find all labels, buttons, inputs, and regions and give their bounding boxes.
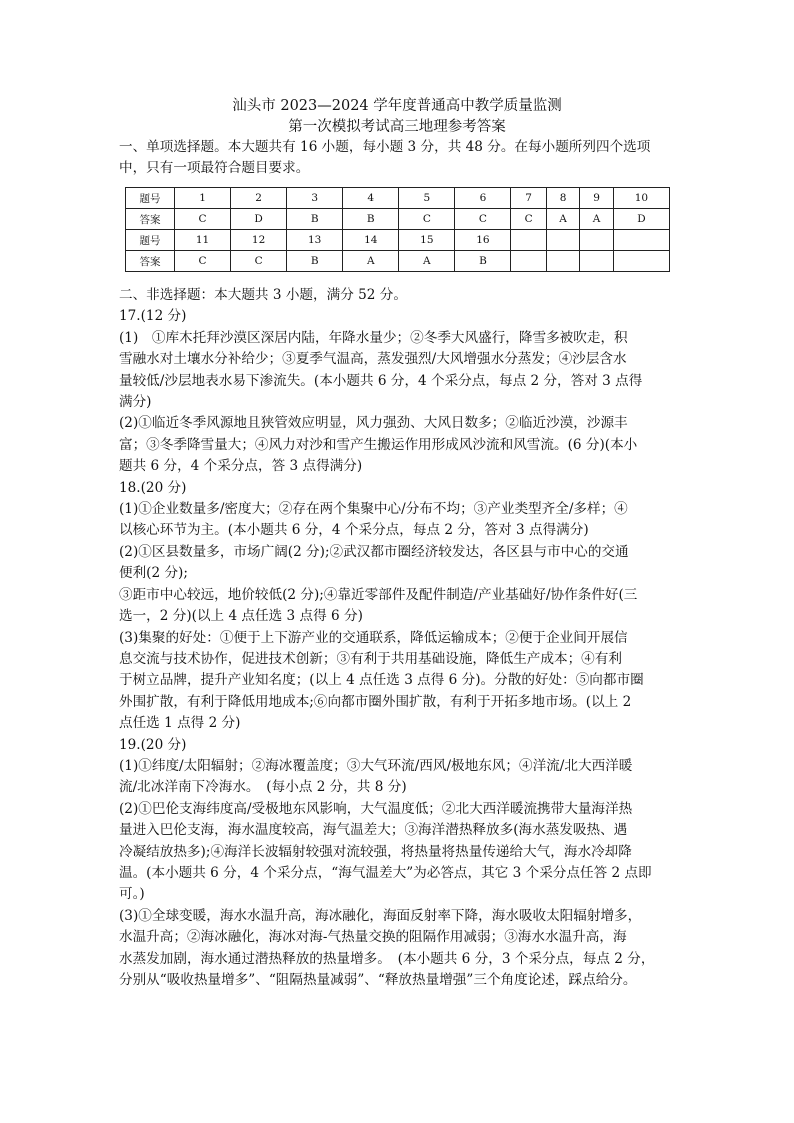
- table-cell: [546, 251, 580, 272]
- table-cell: 12: [231, 230, 287, 251]
- text-line: (2)①临近冬季风源地且狭管效应明显，风力强劲、大风日数多；②临近沙漠，沙源丰: [119, 415, 628, 432]
- table-row: [126, 188, 670, 209]
- text-line: (1)①企业数量多/密度大；②存在两个集聚中心/分布不均；③产业类型齐全/多样；④: [119, 501, 628, 518]
- table-row-label: 答案: [126, 251, 175, 272]
- table-cell: 4: [343, 188, 399, 209]
- text-line: (3)①全球变暖，海水水温升高，海冰融化，海面反射率下降，海水吸收太阳辐射增多，: [119, 907, 642, 924]
- table-cell: 16: [455, 230, 511, 251]
- table-cell: 11: [175, 230, 231, 251]
- text-line: 富；③冬季降雪量大；④风力对沙和雪产生搬运作用形成风沙流和风雪流。(6 分)(本小: [119, 436, 638, 453]
- text-line: 分别从“吸收热量增多”、“阻隔热量减弱”、“释放热量增强”三个角度论述，踩点给分。: [119, 972, 637, 988]
- table-cell: C: [175, 251, 231, 272]
- table-cell: 13: [287, 230, 343, 251]
- text-line: 题共 6 分，4 个采分点，答 3 点得满分): [119, 458, 363, 475]
- table-cell: C: [175, 209, 231, 230]
- table-cell: [613, 251, 669, 272]
- text-line: 满分): [119, 394, 152, 411]
- text-line: (1)①纬度/太阳辐射；②海冰覆盖度；③大气环流/西风/极地东风；④洋流/北大西洋暖: [119, 757, 633, 774]
- section2-heading: 二、非选择题：本大题共 3 小题，满分 52 分。: [119, 287, 407, 303]
- table-cell: A: [399, 251, 455, 272]
- section2-body: [119, 285, 679, 991]
- answer-table: [125, 187, 670, 272]
- table-cell: 8: [546, 188, 580, 209]
- document-title: 汕头市 2023—2024 学年度普通高中教学质量监测: [232, 98, 562, 114]
- table-cell: D: [231, 209, 287, 230]
- table-row-label: 题号: [126, 230, 175, 251]
- text-line: 息交流与技术协作，促进技术创新；③有利于共用基础设施，降低生产成本；④有利: [119, 650, 622, 667]
- text-line: 便利(2 分);: [119, 565, 188, 582]
- table-cell: B: [455, 251, 511, 272]
- text-line: (1) ①库木托拜沙漠区深居内陆，年降水量少；②冬季大风盛行，降雪多被吹走，积: [119, 329, 628, 346]
- text-line: ③距市中心较远，地价较低(2 分);④靠近零部件及配件制造/产业基础好/协作条件好(三: [119, 586, 638, 603]
- text-line: 可。): [119, 886, 145, 903]
- document-subtitle: 第一次模拟考试高三地理参考答案: [288, 119, 506, 135]
- table-cell: 9: [580, 188, 614, 209]
- table-cell: 7: [511, 188, 546, 209]
- table-cell: C: [511, 209, 546, 230]
- table-row: [126, 251, 670, 272]
- table-cell: [511, 251, 546, 272]
- table-cell: [580, 251, 614, 272]
- table-row: [126, 230, 670, 251]
- table-cell: B: [287, 209, 343, 230]
- table-cell: 10: [613, 188, 669, 209]
- table-cell: [546, 230, 580, 251]
- text-line: 冷凝结放热多);④海洋长波辐射较强对流较强，将热量将热量传递给大气，海水冷却降: [119, 843, 632, 860]
- q17-heading: 17.(12 分): [119, 308, 187, 325]
- text-line: 流/北冰洋南下冷海水。 (每小点 2 分，共 8 分): [119, 779, 407, 796]
- table-cell: C: [231, 251, 287, 272]
- table-cell: 2: [231, 188, 287, 209]
- table-cell: 5: [399, 188, 455, 209]
- table-cell: C: [455, 209, 511, 230]
- table-cell: B: [287, 251, 343, 272]
- table-cell: A: [580, 209, 614, 230]
- text-line: (2)①区县数量多，市场广阔(2 分);②武汉都市圈经济较发达，各区县与市中心的交通: [119, 543, 629, 560]
- text-line: 一、单项选择题。本大题共有 16 小题，每小题 3 分，共 48 分。在每小题所列四个选项: [119, 139, 651, 155]
- text-line: 选一，2 分)(以上 4 点任选 3 点得 6 分): [119, 608, 363, 625]
- table-cell: 3: [287, 188, 343, 209]
- table-row-label: 答案: [126, 209, 175, 230]
- table-cell: 15: [399, 230, 455, 251]
- text-line: 温。(本小题共 6 分，4 个采分点，“海气温差大”为必答点，其它 3 个采分点任答 2 点即: [119, 864, 652, 881]
- text-line: 水蒸发加剧，海水通过潜热释放的热量增多。 (本小题共 6 分，3 个采分点，每点 2 分，: [119, 950, 655, 967]
- section1-intro: [119, 137, 679, 180]
- q19-heading: 19.(20 分): [119, 736, 187, 753]
- text-line: (2)①巴伦支海纬度高/受极地东风影响，大气温度低；②北大西洋暖流携带大量海洋热: [119, 800, 633, 817]
- text-line: 点任选 1 点得 2 分): [119, 715, 241, 732]
- table-row-label: 题号: [126, 188, 175, 209]
- text-line: 量进入巴伦支海，海水温度较高，海气温差大；③海洋潜热释放多(海水蒸发吸热、遇: [119, 822, 628, 839]
- table-cell: 6: [455, 188, 511, 209]
- text-line: 于树立品牌，提升产业知名度；(以上 4 点任选 3 点得 6 分)。分散的好处：⑤向都市圈: [119, 672, 644, 689]
- table-cell: [580, 230, 614, 251]
- table-cell: A: [546, 209, 580, 230]
- table-cell: 14: [343, 230, 399, 251]
- table-cell: [613, 230, 669, 251]
- q18-heading: 18.(20 分): [119, 479, 187, 496]
- table-cell: B: [343, 209, 399, 230]
- text-line: 外围扩散，有利于降低用地成本;⑥向都市圈外围扩散，有利于开拓多地市场。(以上 2: [119, 693, 632, 710]
- table-cell: 1: [175, 188, 231, 209]
- text-line: (3)集聚的好处：①便于上下游产业的交通联系，降低运输成本；②便于企业间开展信: [119, 629, 628, 646]
- text-line: 量较低/沙层地表水易下渗流失。(本小题共 6 分，4 个采分点，每点 2 分，答对 3 点得: [119, 372, 643, 389]
- text-line: 以核心环节为主。(本小题共 6 分，4 个采分点，每点 2 分，答对 3 点得满分): [119, 522, 589, 539]
- table-cell: A: [343, 251, 399, 272]
- table-cell: [511, 230, 546, 251]
- text-line: 雪融水对土壤水分补给少；③夏季气温高，蒸发强烈/大风增强水分蒸发；④沙层含水: [119, 351, 627, 368]
- table-cell: C: [399, 209, 455, 230]
- table-cell: D: [613, 209, 669, 230]
- text-line: 中，只有一项最符合题目要求。: [119, 160, 310, 177]
- table-row: [126, 209, 670, 230]
- text-line: 水温升高；②海冰融化，海冰对海-气热量交换的阻隔作用减弱；③海水水温升高，海: [119, 929, 627, 946]
